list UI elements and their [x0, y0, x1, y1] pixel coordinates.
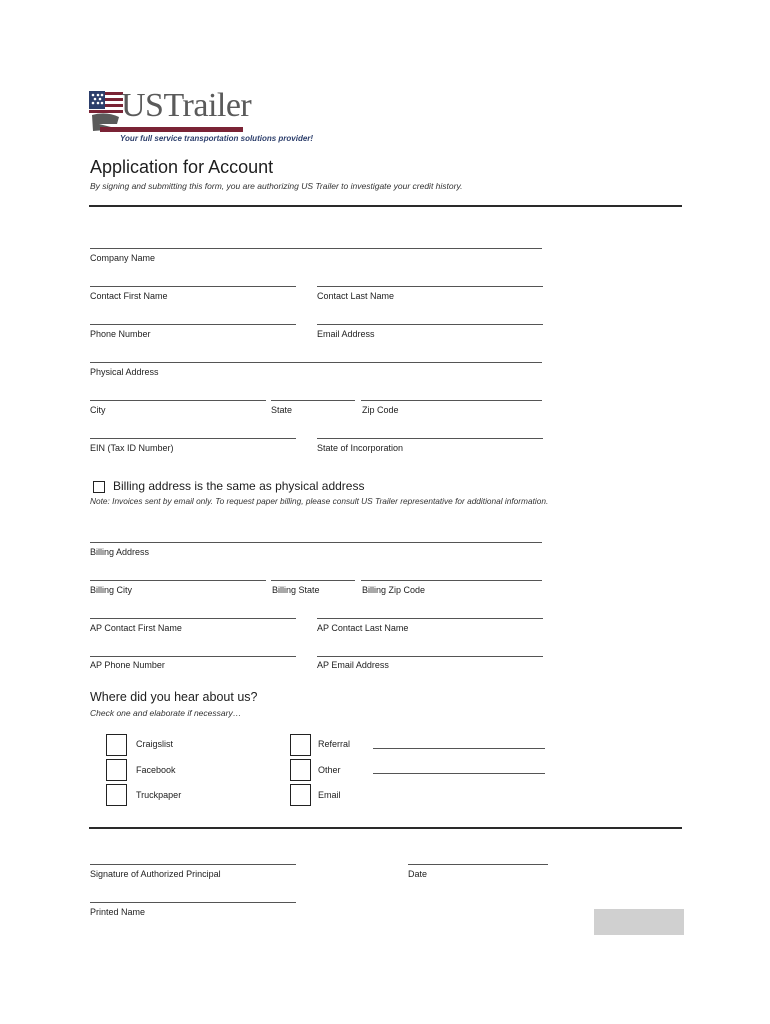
billing-city-field[interactable]	[90, 580, 266, 581]
ap-last-name-label: AP Contact Last Name	[317, 623, 409, 633]
phone-number-label: Phone Number	[90, 329, 151, 339]
email-address-label: Email Address	[317, 329, 375, 339]
contact-last-name-field[interactable]	[317, 286, 543, 287]
email-option-label: Email	[318, 790, 341, 800]
other-checkbox[interactable]	[290, 759, 311, 781]
truckpaper-checkbox[interactable]	[106, 784, 127, 806]
city-field[interactable]	[90, 400, 266, 401]
ap-first-name-field[interactable]	[90, 618, 296, 619]
state-label: State	[271, 405, 293, 415]
company-name-label: Company Name	[90, 253, 156, 263]
other-detail-field[interactable]	[373, 773, 545, 774]
zip-code-label: Zip Code	[362, 405, 399, 415]
date-field[interactable]	[408, 864, 548, 865]
signature-field[interactable]	[90, 864, 296, 865]
phone-number-field[interactable]	[90, 324, 296, 325]
ap-email-field[interactable]	[317, 656, 543, 657]
company-name-field[interactable]	[90, 248, 542, 249]
ap-email-label: AP Email Address	[317, 660, 389, 670]
other-label: Other	[318, 765, 341, 775]
logo-wordmark: USTrailer	[121, 87, 252, 124]
email-address-field[interactable]	[317, 324, 543, 325]
billing-same-label: Billing address is the same as physical address	[113, 479, 365, 493]
truckpaper-label: Truckpaper	[136, 790, 182, 800]
state-of-incorporation-label: State of Incorporation	[317, 443, 404, 453]
city-label: City	[90, 405, 106, 415]
logo-tagline: Your full service transportation solutions provider!	[120, 134, 314, 143]
craigslist-checkbox[interactable]	[106, 734, 127, 756]
printed-name-label: Printed Name	[90, 907, 146, 917]
physical-address-label: Physical Address	[90, 367, 159, 377]
facebook-checkbox[interactable]	[106, 759, 127, 781]
state-field[interactable]	[271, 400, 355, 401]
form-action-box[interactable]	[594, 909, 684, 935]
referral-checkbox[interactable]	[290, 734, 311, 756]
referral-detail-field[interactable]	[373, 748, 545, 749]
logo-underline-bar	[100, 127, 243, 132]
signature-label: Signature of Authorized Principal	[90, 869, 221, 879]
billing-address-label: Billing Address	[90, 547, 150, 557]
facebook-label: Facebook	[136, 765, 176, 775]
printed-name-field[interactable]	[90, 902, 296, 903]
ein-field[interactable]	[90, 438, 296, 439]
referral-heading: Where did you hear about us?	[90, 690, 258, 704]
referral-instruction: Check one and elaborate if necessary…	[90, 708, 242, 718]
ap-phone-label: AP Phone Number	[90, 660, 165, 670]
ap-phone-field[interactable]	[90, 656, 296, 657]
billing-note: Note: Invoices sent by email only. To request paper billing, please consult US Trailer representative for additional information.	[90, 496, 549, 506]
billing-same-checkbox[interactable]	[93, 481, 105, 493]
billing-address-field[interactable]	[90, 542, 542, 543]
billing-zip-label: Billing Zip Code	[362, 585, 426, 595]
craigslist-label: Craigslist	[136, 739, 174, 749]
date-label: Date	[408, 869, 428, 879]
billing-state-field[interactable]	[271, 580, 355, 581]
header-divider	[89, 205, 682, 207]
physical-address-field[interactable]	[90, 362, 542, 363]
page-title: Application for Account	[90, 157, 274, 177]
contact-first-name-field[interactable]	[90, 286, 296, 287]
signature-divider	[89, 827, 682, 829]
contact-last-name-label: Contact Last Name	[317, 291, 395, 301]
billing-city-label: Billing City	[90, 585, 133, 595]
page-subtitle: By signing and submitting this form, you are authorizing US Trailer to investigate your credit history.	[90, 181, 463, 191]
ap-last-name-field[interactable]	[317, 618, 543, 619]
email-checkbox[interactable]	[290, 784, 311, 806]
contact-first-name-label: Contact First Name	[90, 291, 168, 301]
referral-label: Referral	[318, 739, 351, 749]
billing-zip-field[interactable]	[361, 580, 542, 581]
state-of-incorporation-field[interactable]	[317, 438, 543, 439]
billing-state-label: Billing State	[272, 585, 320, 595]
ap-first-name-label: AP Contact First Name	[90, 623, 182, 633]
ein-label: EIN (Tax ID Number)	[90, 443, 174, 453]
zip-code-field[interactable]	[361, 400, 542, 401]
